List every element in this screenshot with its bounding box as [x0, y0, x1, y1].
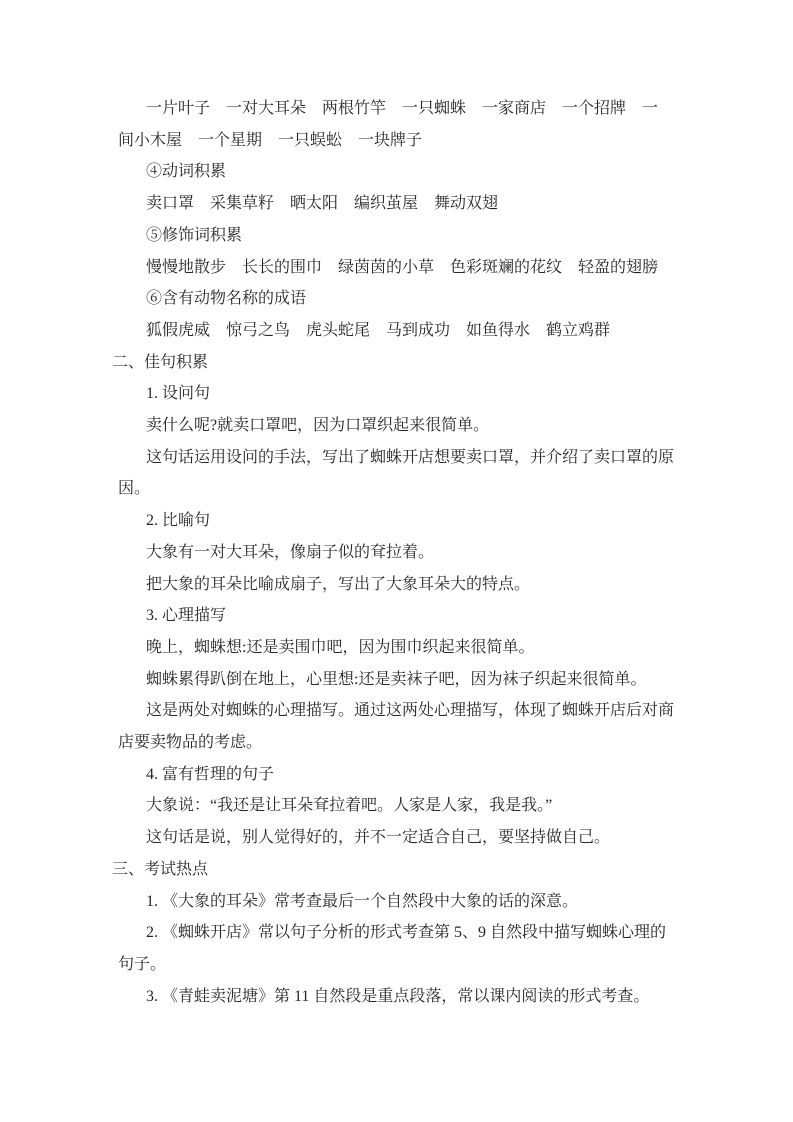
- text-line: 句子。: [118, 955, 167, 973]
- text-line: 2. 比喻句: [146, 512, 211, 530]
- text-line: 大象有一对大耳朵，像扇子似的耷拉着。: [146, 543, 435, 561]
- text-line: 3. 心理描写: [146, 607, 227, 625]
- text-line: 这句话运用设问的手法，写出了蜘蛛开店想要卖口罩，并介绍了卖口罩的原: [146, 448, 675, 466]
- text-line: 2. 《蜘蛛开店》常以句子分析的形式考查第 5、9 自然段中描写蜘蛛心理的: [146, 924, 667, 942]
- text-line: 间小木屋 一个星期 一只蜈蚣 一块牌子: [118, 131, 423, 149]
- text-line: 3. 《青蛙卖泥塘》第 11 自然段是重点段落，常以课内阅读的形式考查。: [146, 987, 650, 1005]
- text-line: 卖口罩 采集草籽 晒太阳 编织茧屋 舞动双翅: [146, 195, 499, 213]
- text-line: 卖什么呢?就卖口罩吧，因为口罩织起来很简单。: [146, 417, 490, 434]
- text-line: 三、考试热点: [112, 860, 209, 878]
- text-line: 一片叶子 一对大耳朵 两根竹竿 一只蜘蛛 一家商店 一个招牌 一: [146, 100, 659, 117]
- text-line: ⑥含有动物名称的成语: [146, 290, 307, 308]
- text-line: 狐假虎威 惊弓之鸟 虎头蛇尾 马到成功 如鱼得水 鹤立鸡群: [146, 321, 611, 339]
- text-line: ④动词积累: [146, 163, 227, 181]
- text-line: 4. 富有哲理的句子: [146, 765, 275, 783]
- text-line: 慢慢地散步 长长的围巾 绿茵茵的小草 色彩斑斓的花纹 轻盈的翅膀: [146, 258, 659, 276]
- text-line: 晚上，蜘蛛想:还是卖围巾吧，因为围巾织起来很简单。: [146, 638, 535, 656]
- text-line: ⑤修饰词积累: [146, 226, 243, 244]
- text-line: 蜘蛛累得趴倒在地上，心里想:还是卖袜子吧，因为袜子织起来很简单。: [146, 670, 647, 688]
- text-line: 这句话是说，别人觉得好的，并不一定适合自己，要坚持做自己。: [146, 829, 611, 847]
- text-line: 因。: [118, 480, 151, 498]
- text-line: 1. 设问句: [146, 385, 211, 403]
- text-line: 1. 《大象的耳朵》常考查最后一个自然段中大象的话的深意。: [146, 892, 579, 910]
- text-line: 二、佳句积累: [112, 353, 209, 371]
- text-line: 这是两处对蜘蛛的心理描写。通过这两处心理描写，体现了蜘蛛开店后对商: [146, 702, 675, 720]
- text-line: 店要卖物品的考虑。: [118, 734, 263, 751]
- text-line: 大象说：“我还是让耳朵耷拉着吧。人家是人家，我是我。”: [146, 797, 553, 815]
- text-line: 把大象的耳朵比喻成扇子，写出了大象耳朵大的特点。: [146, 575, 531, 593]
